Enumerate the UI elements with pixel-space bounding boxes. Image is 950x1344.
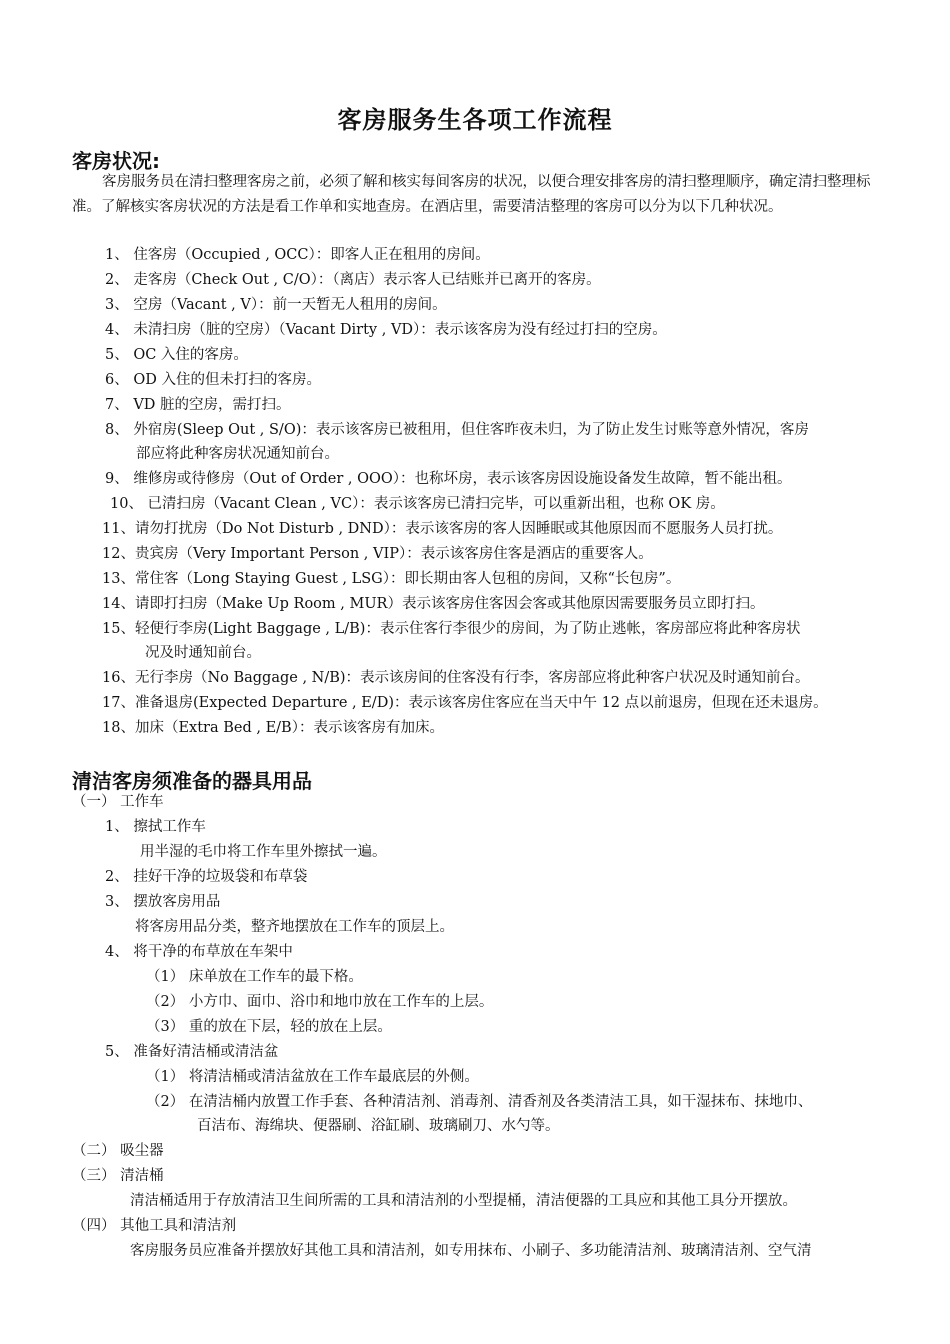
list-item: （三） 清洁桶 xyxy=(72,1168,164,1184)
list-item: 13、常住客（Long Staying Guest , LSG）：即长期由客人包租的房间，又称“长包房”。 xyxy=(102,571,681,587)
list-item-detail: 客房服务员应准备并摆放好其他工具和清洁剂，如专用抹布、小刷子、多功能清洁剂、玻璃清洁剂、空气清 xyxy=(130,1243,812,1259)
document-title: 客房服务生各项工作流程 xyxy=(337,106,613,134)
list-item: 5、 OC 入住的客房。 xyxy=(105,347,248,363)
list-item: （二） 吸尘器 xyxy=(72,1143,164,1159)
list-item: 17、准备退房(Expected Departure , E/D)：表示该客房住客应在当天中午 12 点以前退房，但现在还未退房。 xyxy=(102,695,828,711)
list-item: （四） 其他工具和清洁剂 xyxy=(72,1218,237,1234)
sub-list-item: （3） 重的放在下层，轻的放在上层。 xyxy=(146,1019,392,1035)
list-item: 8、 外宿房(Sleep Out , S/O)：表示该客房已被租用，但住客昨夜未归，为了防止发生讨账等意外情况，客房 xyxy=(105,422,809,438)
sub-list-item: （1） 将清洁桶或清洁盆放在工作车最底层的外侧。 xyxy=(146,1069,479,1085)
list-item: 12、贵宾房（Very Important Person , VIP）：表示该客房住客是酒店的重要客人。 xyxy=(102,546,653,562)
list-item: 5、 准备好清洁桶或清洁盆 xyxy=(105,1044,279,1060)
list-item: 15、轻便行李房(Light Baggage , L/B)：表示住客行李很少的房间，为了防止逃帐，客房部应将此种客房状 xyxy=(102,621,801,637)
sub-list-item: （2） 小方巾、面巾、浴巾和地巾放在工作车的上层。 xyxy=(146,994,494,1010)
sub-list-item: （1） 床单放在工作车的最下格。 xyxy=(146,969,363,985)
section-heading-cleaning-tools: 清洁客房须准备的器具用品 xyxy=(72,769,312,793)
list-item: 9、 维修房或待修房（Out of Order , OOO）：也称坏房，表示该客房因设施设备发生故障，暂不能出租。 xyxy=(105,471,792,487)
list-item-detail: 清洁桶适用于存放清洁卫生间所需的工具和清洁剂的小型提桶，清洁便器的工具应和其他工具分开摆放。 xyxy=(130,1193,797,1209)
list-item: 2、 挂好干净的垃圾袋和布草袋 xyxy=(105,869,308,885)
list-item: 2、 走客房（Check Out , C/O）：（离店）表示客人已结账并已离开的客房。 xyxy=(105,272,601,288)
list-item-detail: 将客房用品分类，整齐地摆放在工作车的顶层上。 xyxy=(135,919,454,935)
list-item: 4、 未清扫房（脏的空房）（Vacant Dirty , VD）：表示该客房为没有经过打扫的空房。 xyxy=(105,322,667,338)
list-item: 18、加床（Extra Bed , E/B）：表示该客房有加床。 xyxy=(102,720,444,736)
list-item: 7、 VD 脏的空房，需打扫。 xyxy=(105,397,291,413)
list-item: 1、 住客房（Occupied , OCC）：即客人正在租用的房间。 xyxy=(105,247,490,263)
sub-list-item: （2） 在清洁桶内放置工作手套、各种清洁剂、消毒剂、清香剂及各类清洁工具，如干湿抹布、抹地巾、 xyxy=(146,1094,813,1110)
list-item-continuation: 部应将此种客房状况通知前台。 xyxy=(136,446,339,462)
list-item: 6、 OD 入住的但未打扫的客房。 xyxy=(105,372,321,388)
sub-list-item-continuation: 百洁布、海绵块、便器刷、浴缸刷、玻璃刷刀、水勺等。 xyxy=(197,1118,560,1134)
list-item: 4、 将干净的布草放在车架中 xyxy=(105,944,293,960)
list-item: 14、请即打扫房（Make Up Room , MUR）表示该客房住客因会客或其他原因需要服务员立即打扫。 xyxy=(102,596,765,612)
list-item: 3、 空房（Vacant , V）：前一天暂无人租用的房间。 xyxy=(105,297,447,313)
list-item: 10、 已清扫房（Vacant Clean , VC）：表示该客房已清扫完毕，可以重新出租，也称 OK 房。 xyxy=(110,496,725,512)
list-item: 1、 擦拭工作车 xyxy=(105,819,206,835)
list-item-detail: 用半湿的毛巾将工作车里外擦拭一遍。 xyxy=(140,844,387,860)
list-item-continuation: 况及时通知前台。 xyxy=(145,645,261,661)
section-heading-room-status: 客房状况: xyxy=(72,149,160,173)
list-item: （一） 工作车 xyxy=(72,794,164,810)
list-item: 16、无行李房（No Baggage , N/B)：表示该房间的住客没有行李，客房部应将此种客户状况及时通知前台。 xyxy=(102,670,810,686)
list-item: 11、请勿打扰房（Do Not Disturb , DND）：表示该客房的客人因睡眠或其他原因而不愿服务人员打扰。 xyxy=(102,521,783,537)
list-item: 3、 摆放客房用品 xyxy=(105,894,221,910)
intro-paragraph: 客房服务员在清扫整理客房之前，必须了解和核实每间客房的状况，以便合理安排客房的清扫整理顺序，确定清扫整理标准。了解核实客房状况的方法是看工作单和实地查房。在酒店里，需要清洁整理的客房可以分为以下几种状况。 xyxy=(72,174,871,215)
